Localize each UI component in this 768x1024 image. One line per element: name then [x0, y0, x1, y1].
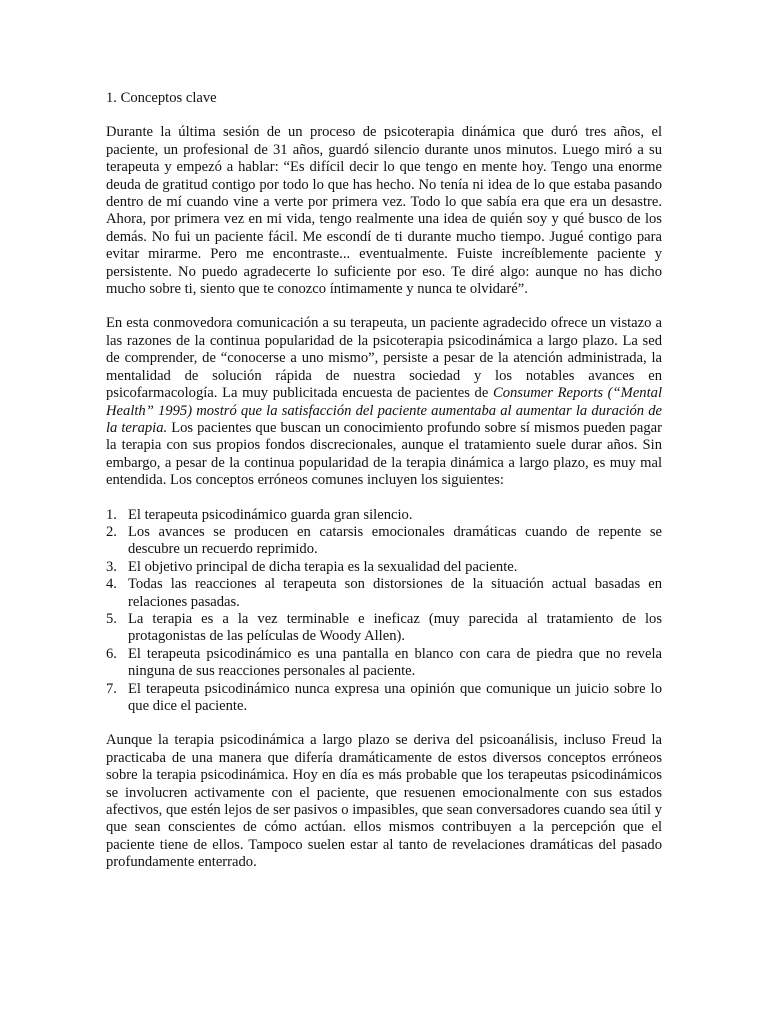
paragraph-popularity — [106, 315, 662, 489]
list-item-number: 2. — [106, 523, 117, 540]
list-item-number: 3. — [106, 558, 117, 575]
list-item-text: El terapeuta psicodinámico nunca expresa una opinión que comunique un juicio sobre lo que dice el paciente. — [128, 680, 662, 714]
misconceptions-list — [106, 507, 662, 716]
list-item-text: Los avances se producen en catarsis emocionales dramáticas cuando de repente se descubre un recuerdo reprimido. — [128, 523, 662, 558]
list-item — [106, 646, 662, 681]
list-item — [106, 524, 662, 559]
paragraph-popularity-text-2: Los pacientes que buscan un conocimiento profundo sobre sí mismos pueden pagar la terapia con sus propios fondos discrecionales, aunque el tratamiento suele durar años. Sin embargo, a pesar de la continua popularidad de la terapia dinámica a largo plazo, es muy mal entendida. Los conceptos erróneos comunes incluyen los siguientes: — [106, 419, 662, 489]
list-item — [106, 507, 662, 524]
list-item — [106, 576, 662, 611]
list-item — [106, 681, 662, 716]
paragraph-freud: Aunque la terapia psicodinámica a largo plazo se deriva del psicoanálisis, incluso Freud la practicaba de una manera que difería dramáticamente de estos diversos conceptos erróneos sobre la terapia psicodinámica. Hoy en día es más probable que los terapeutas psicodinámicos se involucren activamente con el paciente, que resuenen emocionalmente con sus estados afectivos, que estén lejos de ser pasivos o impasibles, que sean conversadores cuando sea útil y que sean conscientes de cómo actúan. ellos mismos contribuyen a la percepción que el paciente tiene de ellos. Tampoco suelen estar al tanto de revelaciones dramáticas del pasado profundamente enterrado. — [106, 732, 662, 871]
list-item — [106, 559, 662, 576]
list-item-text: El objetivo principal de dicha terapia es la sexualidad del paciente. — [128, 558, 518, 575]
list-item-text: Todas las reacciones al terapeuta son distorsiones de la situación actual basadas en relaciones pasadas. — [128, 576, 662, 610]
paragraph-popularity-text-1: En esta conmovedora comunicación a su terapeuta, un paciente agradecido ofrece un vistazo a las razones de la continua popularidad de la psicoterapia psicodinámica a largo plazo. La sed de comprender, de “conocerse a uno mismo”, persiste a pesar de la atención administrada, la mentalidad de solución rápida de nuestra sociedad y los notables avances en psicofarmacología. La muy publicitada encuesta de pacientes de — [106, 315, 662, 402]
list-item-number: 1. — [106, 506, 117, 523]
list-item-number: 4. — [106, 576, 117, 593]
list-item-number: 7. — [106, 680, 117, 697]
list-item-text: El terapeuta psicodinámico es una pantalla en blanco con cara de piedra que no revela ninguna de sus reacciones personales al paciente. — [128, 645, 662, 680]
paragraph-popularity-italic: Consumer Reports (“Mental Health” 1995) mostró que la satisfacción del paciente aumentaba al aumentar la duración de la terapia. — [106, 385, 662, 436]
list-item-text: El terapeuta psicodinámico guarda gran silencio. — [128, 506, 413, 523]
list-item-number: 5. — [106, 610, 117, 627]
list-item-text: La terapia es a la vez terminable e ineficaz (muy parecida al tratamiento de los protagonistas de las películas de Woody Allen). — [128, 610, 662, 645]
list-item-number: 6. — [106, 645, 117, 662]
list-item — [106, 611, 662, 646]
section-heading: 1. Conceptos clave — [106, 90, 217, 106]
document-page — [106, 90, 662, 889]
paragraph-intro: Durante la última sesión de un proceso de psicoterapia dinámica que duró tres años, el paciente, un profesional de 31 años, guardó silencio durante unos minutos. Luego miró a su terapeuta y empezó a hablar: “Es difícil decir lo que tengo en mente hoy. Tengo una enorme deuda de gratitud contigo por todo lo que has hecho. No tenía ni idea de lo que estaba pasando dentro de mí cuando vine a verte por primera vez. Todo lo que sabía era que era un desastre. Ahora, por primera vez en mi vida, tengo realmente una idea de quién soy y qué busco de los demás. No fui un paciente fácil. Me escondí de ti durante mucho tiempo. Jugué contigo para evitar mirarme. Pero me encontraste... eventualmente. Fuiste increíblemente paciente y persistente. No puedo agradecerte lo suficiente por eso. Te diré algo: aunque no has dicho mucho sobre ti, siento que te conozco íntimamente y nunca te olvidaré”. — [106, 124, 662, 298]
